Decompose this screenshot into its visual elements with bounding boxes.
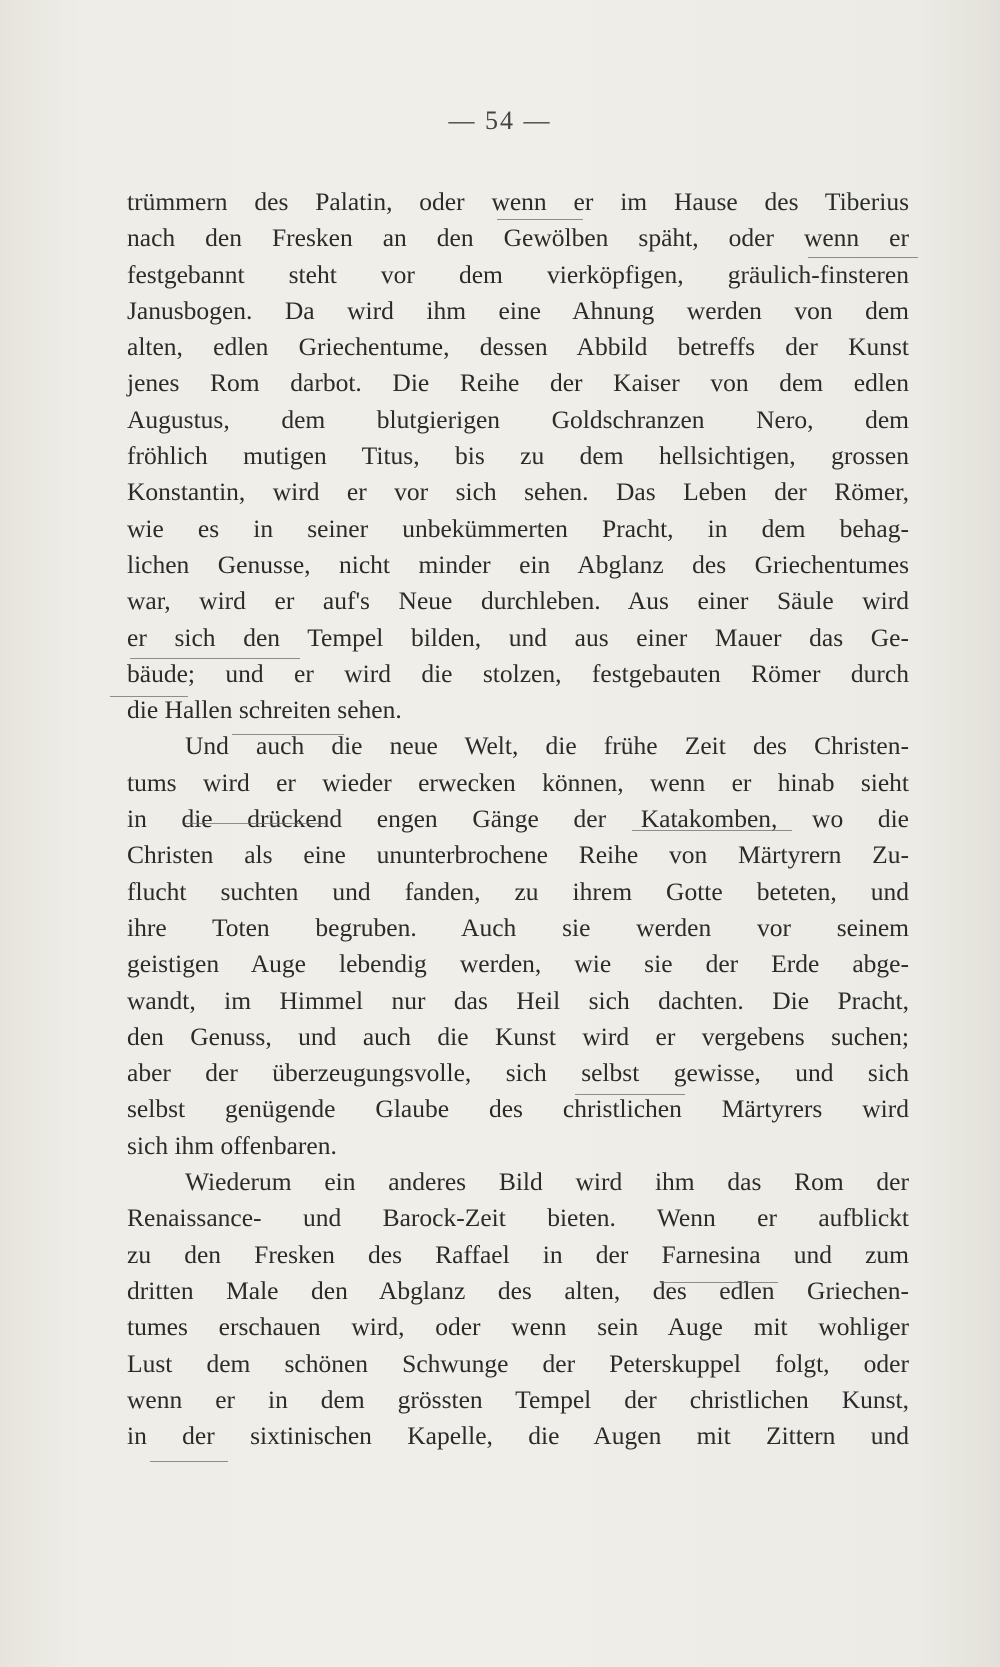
paragraph-3	[127, 1164, 909, 1454]
pencil-underline	[150, 1461, 228, 1462]
text-line: alten, edlen Griechentume, dessen Abbild betreffs der Kunst	[127, 332, 909, 362]
text-line: Renaissance- und Barock-Zeit bieten. Wenn er aufblickt	[127, 1203, 909, 1233]
pencil-underline	[497, 219, 583, 220]
text-line: geistigen Auge lebendig werden, wie sie der Erde abge-	[127, 949, 909, 979]
pencil-underline	[660, 1282, 778, 1283]
text-line: jenes Rom darbot. Die Reihe der Kaiser von dem edlen	[127, 368, 909, 398]
text-line: wenn er in dem grössten Tempel der christlichen Kunst,	[127, 1384, 909, 1414]
text-line: Wiederum ein anderes Bild wird ihm das Rom der	[185, 1167, 909, 1197]
body-text	[127, 184, 909, 1454]
pencil-underline	[808, 257, 918, 258]
text-line: fröhlich mutigen Titus, bis zu dem hellsichtigen, grossen	[127, 441, 909, 471]
text-line: bäude; und er wird die stolzen, festgebauten Römer durch	[127, 658, 909, 688]
text-line: Lust dem schönen Schwunge der Peterskuppel folgt, oder	[127, 1348, 909, 1378]
text-line: selbst genügende Glaube des christlichen Märtyrers wird	[127, 1094, 909, 1124]
pencil-underline	[110, 696, 188, 697]
pencil-underline	[232, 734, 344, 735]
pencil-underline	[130, 658, 300, 659]
text-line: wandt, im Himmel nur das Heil sich dachten. Die Pracht,	[127, 985, 909, 1015]
text-line: wie es in seiner unbekümmerten Pracht, in dem behag-	[127, 513, 909, 543]
text-line: dritten Male den Abglanz des alten, des edlen Griechen-	[127, 1275, 909, 1305]
text-line: ihre Toten begruben. Auch sie werden vor seinem	[127, 912, 909, 942]
text-line: trümmern des Palatin, oder wenn er im Hause des Tiberius	[127, 187, 909, 216]
text-line: Und auch die neue Welt, die frühe Zeit des Christen-	[185, 731, 909, 761]
text-line: war, wird er auf's Neue durchleben. Aus einer Säule wird	[127, 586, 909, 616]
text-line: lichen Genusse, nicht minder ein Abglanz des Griechentumes	[127, 549, 909, 579]
text-line: Christen als eine ununterbrochene Reihe von Märtyrern Zu-	[127, 840, 909, 870]
text-line: sich ihm offenbaren.	[127, 1130, 337, 1160]
page-number: — 54 —	[448, 106, 552, 135]
text-line: tums wird er wieder erwecken können, wenn er hinab sieht	[127, 767, 909, 797]
pencil-underline	[575, 1094, 685, 1095]
text-line: aber der überzeugungsvolle, sich selbst gewisse, und sich	[127, 1058, 909, 1088]
paragraph-2	[127, 728, 909, 1164]
text-line: Janusbogen. Da wird ihm eine Ahnung werden von dem	[127, 295, 909, 325]
text-line: den Genuss, und auch die Kunst wird er vergebens suchen;	[127, 1021, 909, 1051]
text-line: flucht suchten und fanden, zu ihrem Gotte beteten, und	[127, 876, 909, 906]
pencil-underline	[185, 823, 325, 824]
text-line: er sich den Tempel bilden, und aus einer Mauer das Ge-	[127, 622, 909, 652]
paragraph-1	[127, 184, 909, 728]
text-line: Konstantin, wird er vor sich sehen. Das Leben der Römer,	[127, 477, 909, 507]
text-line: die Hallen schreiten sehen.	[127, 695, 402, 725]
pencil-underline	[632, 830, 792, 831]
text-line: in die drückend engen Gänge der Katakomben, wo die	[127, 804, 909, 834]
text-line: festgebannt steht vor dem vierköpfigen, gräulich-finsteren	[127, 259, 909, 289]
text-line: nach den Fresken an den Gewölben späht, oder wenn er	[127, 223, 909, 253]
text-line: tumes erschauen wird, oder wenn sein Auge mit wohliger	[127, 1312, 909, 1342]
text-line: zu den Fresken des Raffael in der Farnesina und zum	[127, 1239, 909, 1269]
text-line: Augustus, dem blutgierigen Goldschranzen Nero, dem	[127, 404, 909, 434]
text-line: in der sixtinischen Kapelle, die Augen mit Zittern und	[127, 1421, 909, 1451]
